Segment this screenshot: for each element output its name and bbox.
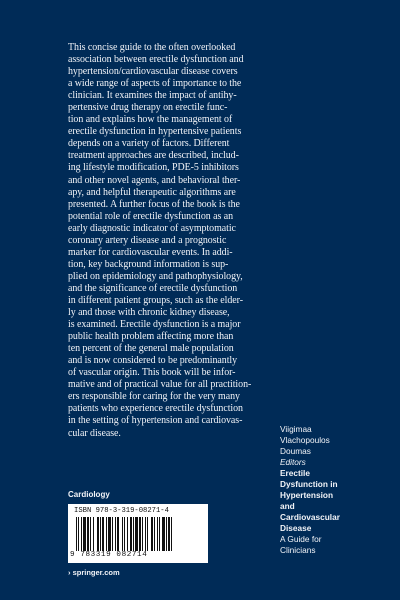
book-title-line: Dysfunction in	[280, 479, 338, 489]
barcode	[76, 517, 202, 551]
book-title-line: and	[280, 501, 295, 511]
book-title-line: Disease	[280, 523, 312, 533]
book-title-line: Cardiovascular	[280, 512, 340, 522]
title-sidebar	[280, 424, 340, 556]
book-title-line: Erectile	[280, 468, 310, 478]
editors-label: Editors	[280, 457, 306, 467]
author-name: Viigimaa	[280, 424, 312, 434]
subtitle-line: Clinicians	[280, 545, 316, 555]
subject-category: Cardiology	[68, 490, 110, 499]
blurb-text: This concise guide to the often overlooked association between erectile dysfunction and hypertension/cardiovascular disease covers a wide range of aspects of importance to the clinician. It examines the impact of antihy- pertensive drug therapy on erectile func- tion and explains how the management of erectile dysfunction in hypertensive patients depends on a variety of factors. Different treatment approaches are described, includ- ing lifestyle modification, PDE-5 inhibitors and other novel agents, and behavioral ther- apy, and helpful therapeutic algorithms are presented. A further focus of the book is the potential role of erectile dysfunction as an early diagnostic indicator of asymptomatic coronary artery disease and a prognostic marker for cardiovascular events. In addi- tion, key background information is sup- plied on epidemiology and pathophysiology, and the significance of erectile dysfunction in different patient groups, such as the elder- ly and those with chronic kidney disease, is examined. Erectile dysfunction is a major public health problem affecting more than ten percent of the general male population and is now considered to be predominantly of vascular origin. This book will be infor- mative and of practical value for all practition- ers responsible for caring for the very many patients who experience erectile dysfunction in the setting of hypertension and cardiovas- cular disease.	[68, 42, 252, 439]
publisher-url: › springer.com	[68, 568, 120, 577]
barcode-number: 9 783319 082714	[70, 551, 148, 559]
barcode-bar	[171, 517, 172, 551]
barcode-panel	[68, 504, 208, 563]
author-name: Vlachopoulos	[280, 435, 330, 445]
isbn-label: ISBN 978-3-319-08271-4	[74, 507, 169, 515]
book-title-line: Hypertension	[280, 490, 334, 500]
subtitle-line: A Guide for	[280, 534, 322, 544]
author-name: Doumas	[280, 446, 311, 456]
